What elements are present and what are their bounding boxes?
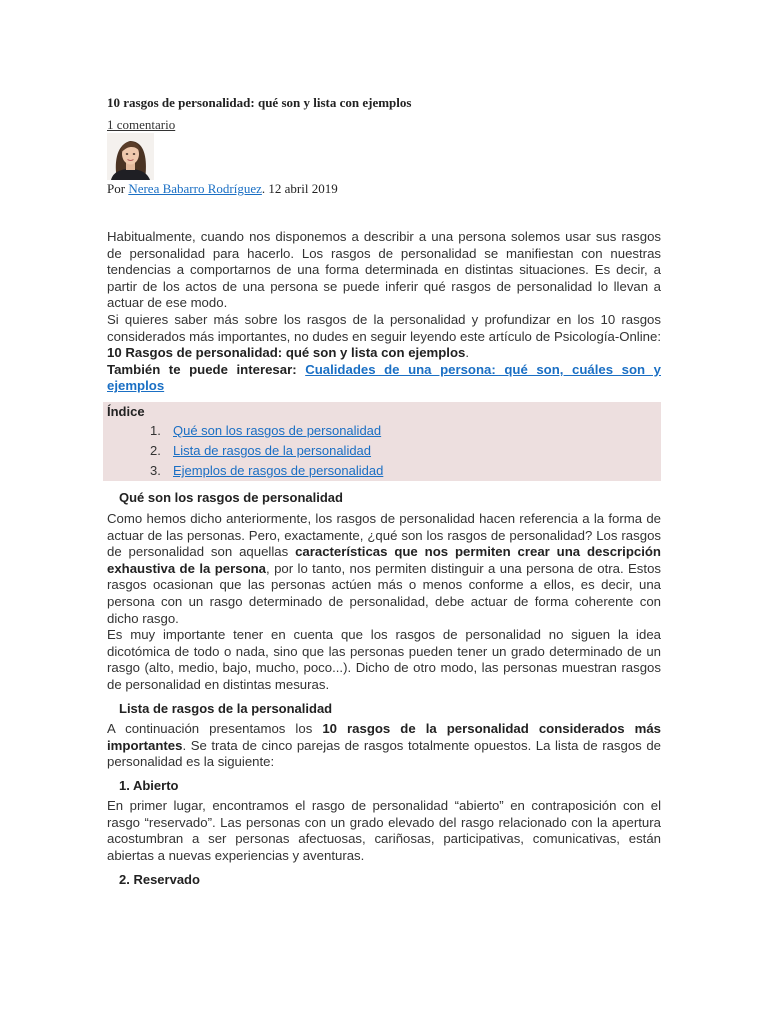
also-label: También te puede interesar:	[107, 361, 306, 377]
section1-p1-text: Como hemos dicho anteriormente, los rasgos de personalidad hacen referencia a la forma de actuar de las personas. Pero, exactamente, ¿qué son los rasgos de personalidad? Los rasgos de personalidad son aquellas	[107, 511, 661, 560]
section-que-son	[107, 511, 661, 694]
trait-abierto	[107, 798, 661, 864]
index-item	[150, 423, 381, 438]
section2-p1-text: A continuación presentamos los	[107, 721, 323, 736]
byline	[107, 181, 338, 197]
section1-p1-end: , por lo tanto, nos permiten distinguir a una persona de otra. Estos rasgos ocasionan que las personas actúen más o menos conforme a ellos, es decir, una persona con un rasgo determinado de personalidad, debe actuar de forma coherente con dicho rasgo.	[107, 560, 661, 626]
intro-paragraph-2	[107, 312, 661, 362]
index-link-lista[interactable]: Lista de rasgos de la personalidad	[173, 443, 372, 458]
trait-heading-reservado: 2. Reservado	[119, 872, 200, 887]
author-avatar	[107, 133, 154, 180]
section1-p1-bold: características que nos permiten crear una descripción exhaustiva de la persona	[107, 544, 661, 576]
index-number: 3.	[150, 463, 161, 478]
section-heading-que-son: Qué son los rasgos de personalidad	[119, 490, 343, 505]
section2-p1-bold: 10 rasgos de la personalidad considerados más importantes	[107, 721, 662, 753]
author-link[interactable]: Nerea Babarro Rodríguez	[128, 181, 262, 196]
intro	[107, 229, 661, 395]
index-item	[150, 443, 371, 458]
section1-paragraph-2: Es muy importante tener en cuenta que los rasgos de personalidad no siguen la idea dicotómica de todo o nada, sino que las personas pueden tener un grado determinado de un rasgo (alto, medio, bajo, mucho, poco...). Dicho de otro modo, las personas muestran rasgos de personalidad en distintas mesuras.	[107, 627, 661, 692]
index-number: 1.	[150, 423, 161, 438]
section2-p1-end: . Se trata de cinco parejas de rasgos totalmente opuestos. La lista de rasgos de personalidad es la siguiente:	[107, 737, 661, 770]
index-title: Índice	[107, 404, 145, 419]
also-interesting	[107, 362, 661, 395]
byline-prefix: Por	[107, 181, 129, 196]
article-title: 10 rasgos de personalidad: qué son y lista con ejemplos	[107, 95, 412, 110]
index-link-que-son[interactable]: Qué son los rasgos de personalidad	[173, 423, 382, 438]
section-heading-lista: Lista de rasgos de la personalidad	[119, 701, 333, 716]
comments-link[interactable]: 1 comentario	[107, 117, 176, 132]
table-of-contents	[103, 402, 661, 481]
intro-p2-text: Si quieres saber más sobre los rasgos de la personalidad y profundizar en los 10 rasgos considerados más importantes, no dudes en seguir leyendo este artículo de Psicología-Online:	[107, 311, 661, 344]
index-link-ejemplos[interactable]: Ejemplos de rasgos de personalidad	[173, 463, 384, 478]
index-item	[150, 463, 383, 478]
section2-paragraph-1	[107, 721, 661, 771]
also-link[interactable]: Cualidades de una persona: qué son, cuáles son y ejemplos	[107, 361, 661, 394]
section1-paragraph-1	[107, 511, 661, 627]
publish-date: . 12 abril 2019	[261, 181, 338, 196]
intro-paragraph-1: Habitualmente, cuando nos disponemos a describir a una persona solemos usar sus rasgos de personalidad para hacerlo. Los rasgos de personalidad se manifiestan con nuestras tendencias a comportarnos de una forma determinada en distintas situaciones. Es decir, a partir de los actos de una persona se puede inferir qué rasgos de personalidad lo llevan a actuar de ese modo.	[107, 229, 661, 311]
trait-heading-abierto: 1. Abierto	[119, 778, 179, 793]
trait1-paragraph-1: En primer lugar, encontramos el rasgo de personalidad “abierto” en contraposición con el rasgo “reservado”. Las personas con un grado elevado del rasgo relacionado con la apertura acostumbran a ser personas afectuosas, cariñosas, participativas, comunicativas, están abiertas a nuevas experiencias y aventuras.	[107, 798, 661, 863]
intro-p2-bold: 10 Rasgos de personalidad: qué son y lista con ejemplos	[107, 345, 466, 361]
index-number: 2.	[150, 443, 161, 458]
section-lista	[107, 721, 661, 771]
intro-p2-end: .	[465, 345, 470, 361]
